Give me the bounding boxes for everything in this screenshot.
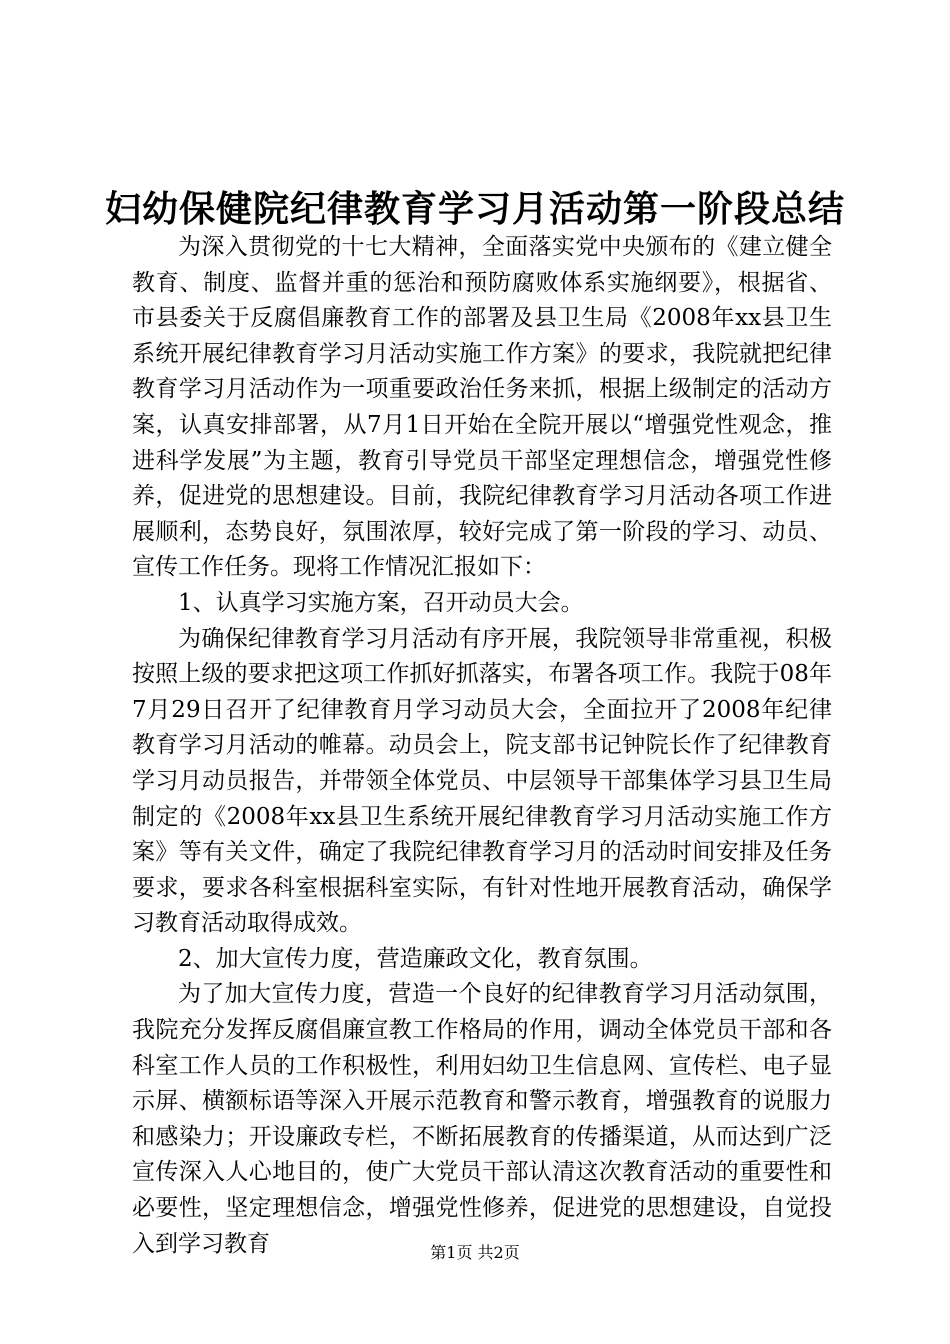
section-heading-2: 2、加大宣传力度，营造廉政文化，教育氛围。 bbox=[178, 945, 653, 972]
document-body bbox=[132, 230, 832, 1262]
paragraph-intro: 为深入贯彻党的十七大精神，全面落实党中央颁布的《建立健全教育、制度、监督并重的惩治和预防腐败体系实施纲要》，根据省、市县委关于反腐倡廉教育工作的部署及县卫生局《2008年xx县卫生系统开展纪律教育学习月活动实施工作方案》的要求，我院就把纪律教育学习月活动作为一项重要政治任务来抓，根据上级制定的活动方案，认真安排部署，从7月1日开始在全院开展以“增强党性观念，推进科学发展”为主题，教育引导党员干部坚定理想信念，增强党性修养，促进党的思想建设。目前，我院纪律教育学习月活动各项工作进展顺利，态势良好，氛围浓厚，较好完成了第一阶段的学习、动员、宣传工作任务。现将工作情况汇报如下： bbox=[132, 234, 832, 581]
document-title: 妇幼保健院纪律教育学习月活动第一阶段总结 bbox=[104, 188, 845, 230]
page-number-footer: 第1页 共2页 bbox=[430, 1243, 520, 1262]
section-heading-1: 1、认真学习实施方案，召开动员大会。 bbox=[178, 589, 584, 616]
paragraph-section-2: 为了加大宣传力度，营造一个良好的纪律教育学习月活动氛围，我院充分发挥反腐倡廉宣教工作格局的作用，调动全体党员干部和各科室工作人员的工作积极性，利用妇幼卫生信息网、宣传栏、电子显示屏、横额标语等深入开展示范教育和警示教育，增强教育的说服力和感染力；开设廉政专栏，不断拓展教育的传播渠道，从而达到广泛宣传深入人心地目的，使广大党员干部认清这次教育活动的重要性和必要性，坚定理想信念，增强党性修养，促进党的思想建设，自觉投入到学习教育 bbox=[132, 981, 832, 1257]
paragraph-section-1: 为确保纪律教育学习月活动有序开展，我院领导非常重视，积极按照上级的要求把这项工作抓好抓落实，布署各项工作。我院于08年7月29日召开了纪律教育月学习动员大会，全面拉开了2008年纪律教育学习月活动的帷幕。动员会上，院支部书记钟院长作了纪律教育学习月动员报告，并带领全体党员、中层领导干部集体学习县卫生局制定的《2008年xx县卫生系统开展纪律教育学习月活动实施工作方案》等有关文件，确定了我院纪律教育学习月的活动时间安排及任务要求，要求各科室根据科室实际，有针对性地开展教育活动，确保学习教育活动取得成效。 bbox=[132, 625, 832, 937]
